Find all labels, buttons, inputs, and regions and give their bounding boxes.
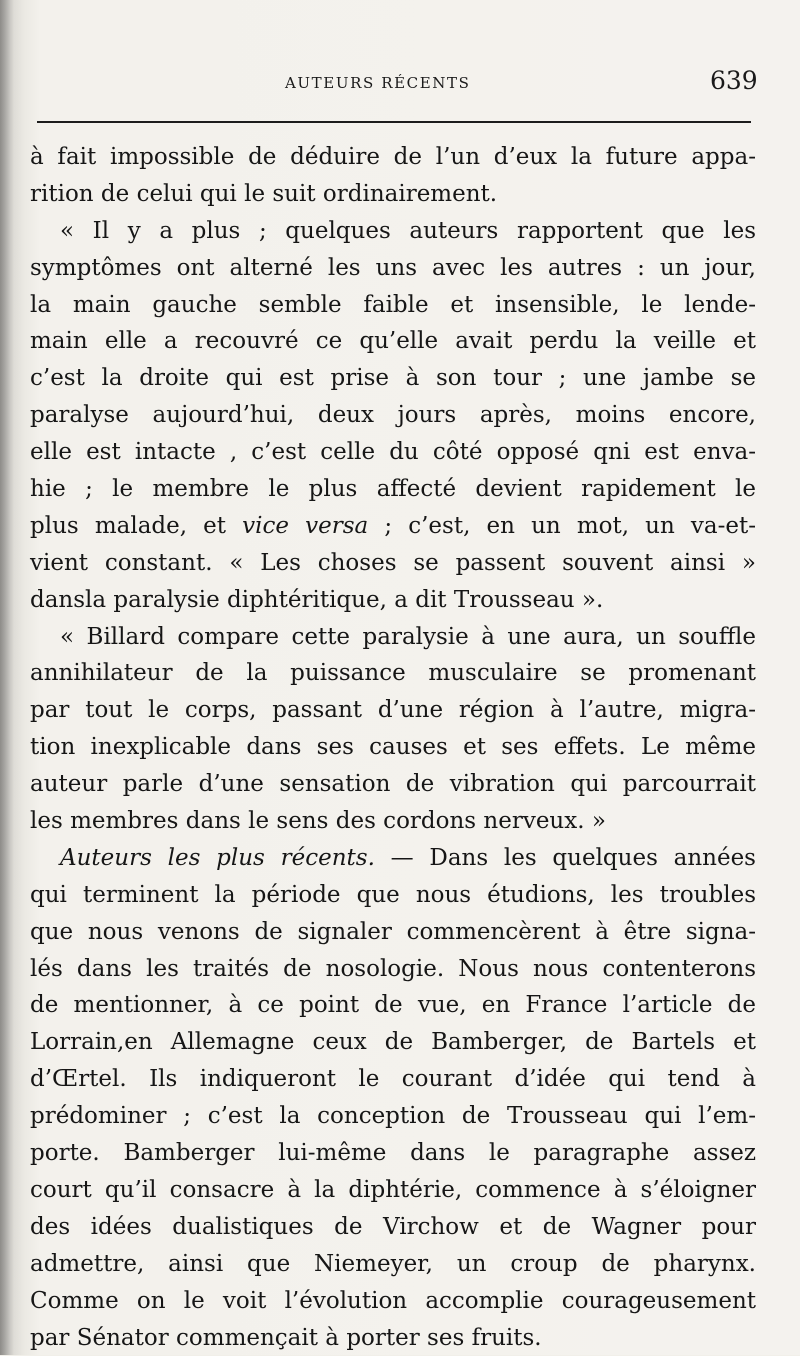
body-text bbox=[30, 139, 756, 1356]
italic-phrase: vice versa bbox=[242, 513, 368, 539]
text-line: d’Œrtel. Ils indiqueront le courant d’idée qui tend à bbox=[30, 1061, 756, 1098]
text-line: par Sénator commençait à porter ses fruits. bbox=[30, 1320, 756, 1356]
text-line: porte. Bamberger lui-même dans le paragraphe assez bbox=[30, 1135, 756, 1172]
text-line: de mentionner, à ce point de vue, en France l’article de bbox=[30, 987, 756, 1024]
text-line: dansla paralysie diphtéritique, a dit Trousseau ». bbox=[30, 582, 756, 619]
text-segment: ; c’est, en un mot, un va-et- bbox=[368, 513, 756, 539]
text-line: rition de celui qui le suit ordinairement. bbox=[30, 176, 756, 213]
text-line: tion inexplicable dans ses causes et ses effets. Le même bbox=[30, 729, 756, 766]
text-line: les membres dans le sens des cordons nerveux. » bbox=[30, 803, 756, 840]
text-line: annihilateur de la puissance musculaire se promenant bbox=[30, 655, 756, 692]
text-line: hie ; le membre le plus affecté devient rapidement le bbox=[30, 471, 756, 508]
text-line: vient constant. « Les choses se passent souvent ainsi » bbox=[30, 545, 756, 582]
text-line: « Billard compare cette paralysie à une aura, un souffle bbox=[30, 619, 756, 656]
text-line: main elle a recouvré ce qu’elle avait perdu la veille et bbox=[30, 323, 756, 360]
running-title: AUTEURS RÉCENTS bbox=[285, 74, 470, 92]
text-line: « Il y a plus ; quelques auteurs rapportent que les bbox=[30, 213, 756, 250]
text-segment: — Dans les quelques années bbox=[375, 845, 756, 871]
text-line bbox=[30, 840, 756, 877]
text-line: c’est la droite qui est prise à son tour ; une jambe se bbox=[30, 360, 756, 397]
text-line: des idées dualistiques de Virchow et de Wagner pour bbox=[30, 1209, 756, 1246]
text-line: prédominer ; c’est la conception de Trousseau qui l’em- bbox=[30, 1098, 756, 1135]
text-line: symptômes ont alterné les uns avec les autres : un jour, bbox=[30, 250, 756, 287]
text-line: Lorrain,en Allemagne ceux de Bamberger, de Bartels et bbox=[30, 1024, 756, 1061]
text-segment: plus malade, et bbox=[30, 513, 242, 539]
text-line: paralyse aujourd’hui, deux jours après, moins encore, bbox=[30, 397, 756, 434]
section-title: Auteurs les plus récents. bbox=[60, 845, 375, 871]
text-line: admettre, ainsi que Niemeyer, un croup de pharynx. bbox=[30, 1246, 756, 1283]
text-line: Comme on le voit l’évolution accomplie courageusement bbox=[30, 1283, 756, 1320]
text-line: court qu’il consacre à la diphtérie, commence à s’éloigner bbox=[30, 1172, 756, 1209]
text-line: lés dans les traités de nosologie. Nous nous contenterons bbox=[30, 951, 756, 988]
header-rule bbox=[37, 121, 751, 123]
page-number: 639 bbox=[710, 66, 758, 95]
text-line: la main gauche semble faible et insensible, le lende- bbox=[30, 287, 756, 324]
text-line bbox=[30, 508, 756, 545]
running-head bbox=[0, 66, 800, 106]
text-line: à fait impossible de déduire de l’un d’eux la future appa- bbox=[30, 139, 756, 176]
text-line: par tout le corps, passant d’une région à l’autre, migra- bbox=[30, 692, 756, 729]
text-line: que nous venons de signaler commencèrent à être signa- bbox=[30, 914, 756, 951]
spine-shadow bbox=[0, 0, 14, 1355]
text-line: qui terminent la période que nous étudions, les troubles bbox=[30, 877, 756, 914]
text-line: elle est intacte , c’est celle du côté opposé qni est enva- bbox=[30, 434, 756, 471]
text-line: auteur parle d’une sensation de vibration qui parcourrait bbox=[30, 766, 756, 803]
